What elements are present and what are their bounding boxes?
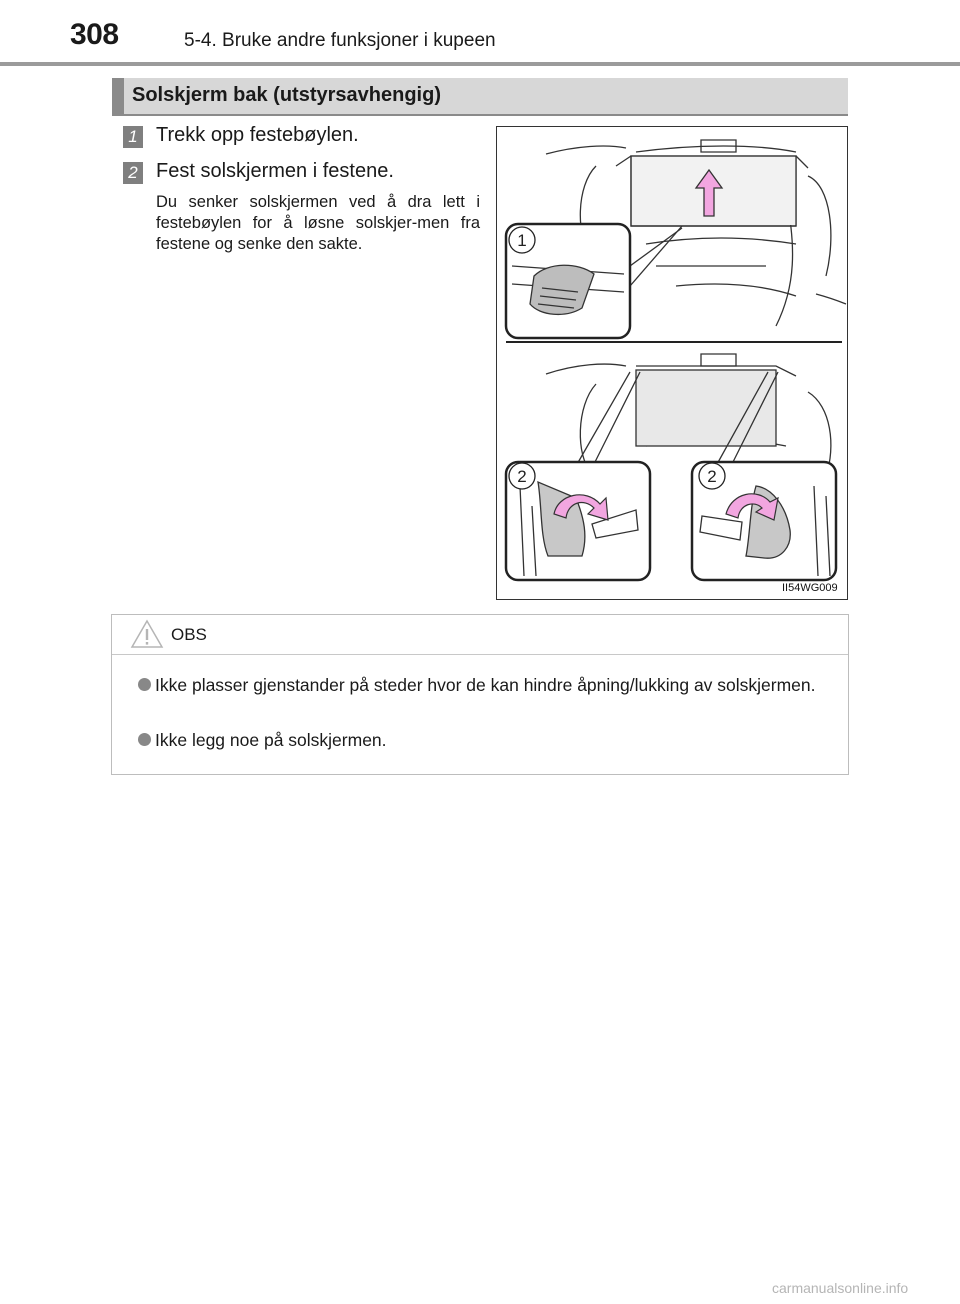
- caution-item: Ikke legg noe på solskjermen.: [155, 730, 387, 750]
- bullet-dot: [138, 678, 151, 691]
- bullet-dot: [138, 733, 151, 746]
- step-badge-2: 2: [123, 162, 143, 184]
- step-text-1: Trekk opp festebøylen.: [156, 124, 359, 146]
- figure-code: II54WG009: [782, 582, 838, 594]
- caution-box: [111, 614, 849, 775]
- step-note: Du senker solskjermen ved å dra lett i festebøylen for å løsne solskjer-men fra festene og senke den sakte.: [156, 193, 480, 253]
- callout-number-2-left: 2: [517, 467, 527, 486]
- illustration-drawing: [496, 126, 848, 600]
- caution-label: OBS: [171, 625, 207, 644]
- section-divider: [112, 114, 848, 116]
- caution-divider: [112, 654, 848, 655]
- warning-triangle-icon: [130, 619, 164, 649]
- sunshade-illustration: [496, 126, 848, 600]
- section-heading: [112, 78, 848, 114]
- section-title: Solskjerm bak (utstyrsavhengig): [132, 84, 441, 106]
- watermark: carmanualsonline.info: [772, 1280, 909, 1296]
- step-text-2: Fest solskjermen i festene.: [156, 160, 394, 182]
- callout-number-1: 1: [517, 231, 527, 250]
- page-number: 308: [70, 18, 119, 51]
- chapter-title: 5-4. Bruke andre funksjoner i kupeen: [184, 30, 496, 51]
- callout-number-2-right: 2: [707, 467, 717, 486]
- header-divider: [0, 62, 960, 66]
- step-badge-1: 1: [123, 126, 143, 148]
- caution-item: Ikke plasser gjenstander på steder hvor de kan hindre åpning/lukking av solskjermen.: [155, 675, 816, 695]
